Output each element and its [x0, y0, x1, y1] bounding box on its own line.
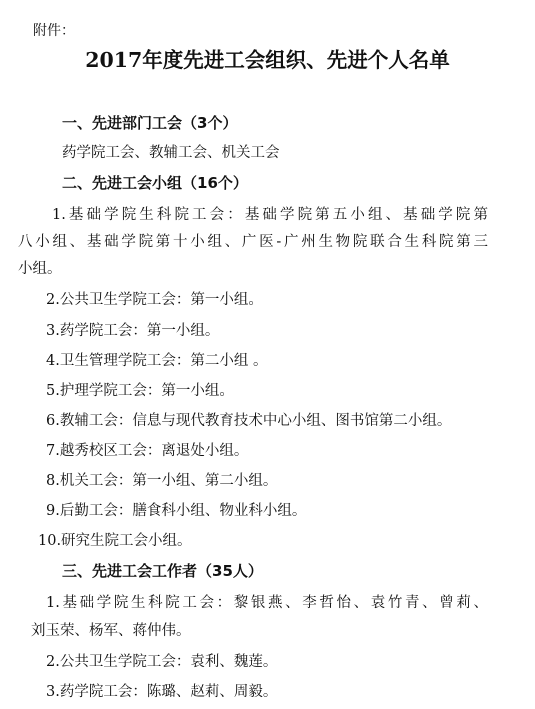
section-3-item-2: 2.公共卫生学院工会：袁利、魏莲。 — [46, 654, 278, 670]
section-2-item-3: 3.药学院工会：第一小组。 — [46, 323, 220, 339]
section-1-body: 药学院工会、教辅工会、机关工会 — [62, 145, 280, 161]
section-1-heading: 一、先进部门工会（3个） — [62, 114, 238, 132]
section-2-item-4: 4.卫生管理学院工会：第二小组 。 — [46, 353, 268, 369]
section-2-item-1-line-3: 小组。 — [18, 261, 62, 277]
section-2-item-5: 5.护理学院工会：第一小组。 — [46, 383, 234, 399]
section-3-heading: 三、先进工会工作者（35人） — [62, 562, 263, 580]
section-2-heading: 二、先进工会小组（16个） — [62, 174, 248, 192]
section-3-item-1-line-1: 1.基础学院生科院工会：黎银燕、李哲怡、袁竹青、曾莉、 — [46, 595, 488, 611]
section-2-item-1-line-2: 八小组、基础学院第十小组、广医-广州生物院联合生科院第三 — [18, 234, 488, 250]
section-3-item-3: 3.药学院工会：陈璐、赵莉、周毅。 — [46, 684, 278, 700]
section-2-item-9: 9.后勤工会：膳食科小组、物业科小组。 — [46, 503, 307, 519]
document-title: 2017年度先进工会组织、先进个人名单 — [85, 48, 450, 72]
attachment-label: 附件： — [33, 23, 75, 39]
section-2-item-6: 6.教辅工会：信息与现代教育技术中心小组、图书馆第二小组。 — [46, 413, 452, 429]
section-2-item-10: 10.研究生院工会小组。 — [38, 533, 192, 549]
section-2-item-8: 8.机关工会：第一小组、第二小组。 — [46, 473, 278, 489]
section-3-item-1-line-2: 刘玉荣、杨军、蒋仲伟。 — [31, 623, 191, 639]
section-2-item-7: 7.越秀校区工会：离退处小组。 — [46, 443, 249, 459]
section-2-item-1-line-1: 1.基础学院生科院工会：基础学院第五小组、基础学院第 — [52, 207, 488, 223]
section-2-item-2: 2.公共卫生学院工会：第一小组。 — [46, 292, 263, 308]
